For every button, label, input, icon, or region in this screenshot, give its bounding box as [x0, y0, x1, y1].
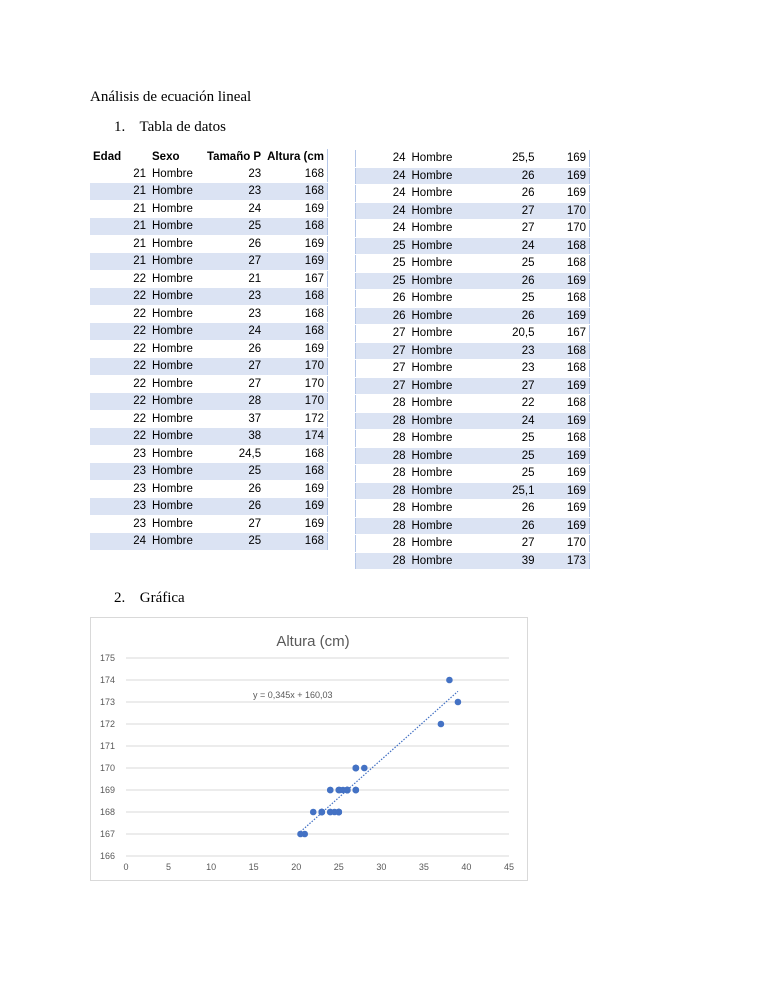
- cell-edad: 22: [90, 288, 149, 306]
- cell-sexo: Hombre: [409, 272, 464, 290]
- cell-edad: 27: [356, 360, 409, 378]
- cell-sexo: Hombre: [409, 412, 464, 430]
- data-table-right: [355, 150, 590, 570]
- cell-sexo: Hombre: [409, 220, 464, 238]
- cell-sexo: Hombre: [149, 480, 204, 498]
- cell-sexo: Hombre: [409, 430, 464, 448]
- cell-tamano: 26: [464, 167, 538, 185]
- table-row: [356, 412, 590, 430]
- cell-tamano: 25: [464, 430, 538, 448]
- cell-tamano: 20,5: [464, 325, 538, 343]
- cell-sexo: Hombre: [409, 465, 464, 483]
- table-row: [90, 410, 327, 428]
- data-point: [327, 809, 334, 816]
- cell-tamano: 25,5: [464, 150, 538, 167]
- table-row: [356, 465, 590, 483]
- cell-sexo: Hombre: [149, 428, 204, 446]
- cell-sexo: Hombre: [149, 218, 204, 236]
- cell-edad: 24: [356, 220, 409, 238]
- y-tick-label: 173: [99, 697, 115, 707]
- cell-tamano: 26: [204, 480, 264, 498]
- x-tick-label: 30: [376, 862, 387, 872]
- cell-tamano: 26: [464, 307, 538, 325]
- cell-sexo: Hombre: [149, 166, 204, 183]
- cell-sexo: Hombre: [409, 552, 464, 570]
- cell-sexo: Hombre: [149, 235, 204, 253]
- cell-altura: 169: [264, 498, 327, 516]
- cell-edad: 22: [90, 305, 149, 323]
- cell-tamano: 23: [464, 342, 538, 360]
- cell-altura: 169: [538, 167, 590, 185]
- cell-edad: 21: [90, 166, 149, 183]
- cell-altura: 169: [538, 272, 590, 290]
- table-row: [356, 307, 590, 325]
- cell-altura: 169: [538, 377, 590, 395]
- cell-tamano: 25: [204, 218, 264, 236]
- cell-tamano: 24,5: [204, 445, 264, 463]
- cell-altura: 168: [538, 360, 590, 378]
- cell-tamano: 27: [464, 377, 538, 395]
- cell-altura: 174: [264, 428, 327, 446]
- cell-tamano: 25: [204, 533, 264, 551]
- table-row: [90, 445, 327, 463]
- table-row: [356, 220, 590, 238]
- cell-edad: 23: [90, 445, 149, 463]
- table-row: [356, 430, 590, 448]
- cell-edad: 25: [356, 237, 409, 255]
- cell-tamano: 23: [204, 288, 264, 306]
- cell-edad: 28: [356, 447, 409, 465]
- cell-altura: 172: [264, 410, 327, 428]
- table-row: [90, 393, 327, 411]
- cell-edad: 28: [356, 395, 409, 413]
- cell-edad: 24: [90, 533, 149, 551]
- cell-sexo: Hombre: [149, 358, 204, 376]
- cell-tamano: 27: [204, 375, 264, 393]
- cell-altura: 170: [538, 535, 590, 553]
- cell-edad: 24: [356, 185, 409, 203]
- table-row: [90, 183, 327, 201]
- cell-altura: 168: [264, 305, 327, 323]
- table-row: [90, 498, 327, 516]
- table-row: [90, 533, 327, 551]
- data-point: [353, 765, 360, 772]
- cell-sexo: Hombre: [409, 500, 464, 518]
- cell-edad: 21: [90, 183, 149, 201]
- cell-tamano: 37: [204, 410, 264, 428]
- section-2-number: 2.: [114, 590, 126, 606]
- cell-sexo: Hombre: [409, 202, 464, 220]
- cell-tamano: 23: [204, 305, 264, 323]
- cell-sexo: Hombre: [409, 237, 464, 255]
- cell-altura: 167: [538, 325, 590, 343]
- table-row: [356, 255, 590, 273]
- cell-edad: 23: [90, 515, 149, 533]
- cell-edad: 27: [356, 377, 409, 395]
- cell-sexo: Hombre: [409, 377, 464, 395]
- cell-edad: 21: [90, 218, 149, 236]
- cell-edad: 21: [90, 235, 149, 253]
- cell-sexo: Hombre: [409, 255, 464, 273]
- cell-sexo: Hombre: [149, 463, 204, 481]
- cell-edad: 22: [90, 340, 149, 358]
- trendline-equation: y = 0,345x + 160,03: [253, 690, 333, 700]
- table-row: [90, 428, 327, 446]
- table-row: [356, 237, 590, 255]
- cell-tamano: 27: [464, 535, 538, 553]
- cell-sexo: Hombre: [149, 533, 204, 551]
- chart-svg: [91, 618, 527, 880]
- cell-altura: 168: [264, 288, 327, 306]
- cell-sexo: Hombre: [409, 167, 464, 185]
- table-row: [356, 482, 590, 500]
- cell-sexo: Hombre: [149, 253, 204, 271]
- cell-altura: 168: [264, 218, 327, 236]
- cell-altura: 169: [538, 517, 590, 535]
- y-tick-label: 168: [99, 807, 115, 817]
- cell-altura: 170: [264, 358, 327, 376]
- table-row: [90, 463, 327, 481]
- cell-sexo: Hombre: [149, 305, 204, 323]
- table-row: [90, 323, 327, 341]
- cell-edad: 22: [90, 375, 149, 393]
- cell-sexo: Hombre: [409, 482, 464, 500]
- cell-edad: 22: [90, 323, 149, 341]
- cell-edad: 28: [356, 430, 409, 448]
- cell-sexo: Hombre: [149, 323, 204, 341]
- table-row: [90, 340, 327, 358]
- y-tick-label: 175: [99, 653, 115, 663]
- cell-tamano: 25: [464, 447, 538, 465]
- cell-edad: 28: [356, 535, 409, 553]
- section-2: [114, 590, 185, 607]
- cell-tamano: 28: [204, 393, 264, 411]
- y-tick-label: 170: [99, 763, 115, 773]
- table-row: [356, 517, 590, 535]
- cell-altura: 173: [538, 552, 590, 570]
- data-point: [344, 787, 351, 794]
- cell-edad: 26: [356, 290, 409, 308]
- x-tick-label: 35: [418, 862, 429, 872]
- cell-edad: 21: [90, 200, 149, 218]
- cell-edad: 22: [90, 358, 149, 376]
- cell-altura: 168: [264, 323, 327, 341]
- cell-tamano: 21: [204, 270, 264, 288]
- cell-edad: 28: [356, 465, 409, 483]
- table-row: [90, 305, 327, 323]
- y-tick-label: 167: [99, 829, 115, 839]
- data-point: [297, 831, 304, 838]
- table-row: [356, 447, 590, 465]
- cell-tamano: 22: [464, 395, 538, 413]
- y-tick-label: 169: [99, 785, 115, 795]
- cell-edad: 28: [356, 500, 409, 518]
- cell-tamano: 26: [464, 272, 538, 290]
- cell-tamano: 23: [464, 360, 538, 378]
- cell-tamano: 24: [204, 323, 264, 341]
- section-1-title: Tabla de datos: [139, 119, 226, 135]
- cell-sexo: Hombre: [149, 288, 204, 306]
- cell-edad: 23: [90, 480, 149, 498]
- cell-altura: 168: [538, 237, 590, 255]
- data-point: [327, 787, 334, 794]
- cell-sexo: Hombre: [409, 307, 464, 325]
- section-2-title: Gráfica: [139, 590, 185, 606]
- x-tick-label: 15: [248, 862, 259, 872]
- cell-sexo: Hombre: [409, 395, 464, 413]
- cell-altura: 169: [538, 412, 590, 430]
- table-row: [356, 150, 590, 167]
- cell-sexo: Hombre: [149, 515, 204, 533]
- cell-altura: 169: [264, 253, 327, 271]
- table-row: [356, 395, 590, 413]
- cell-edad: 28: [356, 412, 409, 430]
- cell-altura: 169: [264, 235, 327, 253]
- cell-sexo: Hombre: [409, 535, 464, 553]
- cell-edad: 24: [356, 167, 409, 185]
- cell-sexo: Hombre: [409, 290, 464, 308]
- x-tick-label: 0: [123, 862, 129, 872]
- cell-tamano: 38: [204, 428, 264, 446]
- table-row: [90, 235, 327, 253]
- cell-altura: 170: [264, 393, 327, 411]
- x-tick-label: 40: [461, 862, 472, 872]
- x-tick-label: 10: [206, 862, 217, 872]
- cell-sexo: Hombre: [149, 375, 204, 393]
- table-row: [90, 515, 327, 533]
- cell-altura: 168: [264, 445, 327, 463]
- cell-tamano: 26: [204, 340, 264, 358]
- table-row: [90, 166, 327, 183]
- cell-sexo: Hombre: [149, 410, 204, 428]
- table-row: [356, 290, 590, 308]
- cell-altura: 169: [264, 340, 327, 358]
- cell-sexo: Hombre: [409, 185, 464, 203]
- cell-tamano: 26: [204, 498, 264, 516]
- cell-edad: 23: [90, 498, 149, 516]
- cell-edad: 24: [356, 150, 409, 167]
- table-row: [90, 270, 327, 288]
- cell-tamano: 27: [464, 202, 538, 220]
- cell-tamano: 24: [464, 237, 538, 255]
- cell-altura: 169: [538, 482, 590, 500]
- x-tick-label: 45: [503, 862, 515, 872]
- cell-tamano: 25: [464, 290, 538, 308]
- section-1: [114, 119, 226, 136]
- cell-sexo: Hombre: [149, 393, 204, 411]
- cell-edad: 27: [356, 325, 409, 343]
- data-point: [446, 677, 453, 684]
- cell-altura: 168: [264, 533, 327, 551]
- cell-altura: 168: [264, 166, 327, 183]
- cell-altura: 169: [264, 515, 327, 533]
- section-1-number: 1.: [114, 119, 126, 135]
- x-tick-label: 5: [166, 862, 172, 872]
- cell-edad: 22: [90, 393, 149, 411]
- data-table-left: [90, 149, 328, 551]
- cell-altura: 168: [538, 430, 590, 448]
- cell-tamano: 39: [464, 552, 538, 570]
- cell-edad: 26: [356, 307, 409, 325]
- cell-sexo: Hombre: [149, 270, 204, 288]
- table-row: [90, 288, 327, 306]
- cell-edad: 28: [356, 482, 409, 500]
- cell-tamano: 24: [204, 200, 264, 218]
- table-row: [90, 200, 327, 218]
- data-point: [353, 787, 360, 794]
- cell-altura: 169: [538, 307, 590, 325]
- table-row: [356, 360, 590, 378]
- cell-edad: 22: [90, 410, 149, 428]
- cell-sexo: Hombre: [409, 447, 464, 465]
- cell-edad: 22: [90, 428, 149, 446]
- cell-tamano: 27: [204, 358, 264, 376]
- cell-tamano: 26: [204, 235, 264, 253]
- data-point: [361, 765, 368, 772]
- cell-tamano: 27: [204, 253, 264, 271]
- cell-altura: 168: [538, 255, 590, 273]
- cell-altura: 168: [538, 342, 590, 360]
- cell-altura: 168: [264, 183, 327, 201]
- cell-sexo: Hombre: [409, 325, 464, 343]
- cell-tamano: 25: [464, 255, 538, 273]
- y-tick-label: 172: [99, 719, 115, 729]
- cell-edad: 27: [356, 342, 409, 360]
- table-row: [356, 377, 590, 395]
- cell-tamano: 27: [204, 515, 264, 533]
- table-row: [356, 185, 590, 203]
- cell-altura: 169: [264, 480, 327, 498]
- cell-altura: 168: [264, 463, 327, 481]
- table-row: [90, 480, 327, 498]
- cell-edad: 22: [90, 270, 149, 288]
- cell-edad: 25: [356, 255, 409, 273]
- cell-tamano: 23: [204, 166, 264, 183]
- cell-altura: 169: [538, 185, 590, 203]
- cell-altura: 169: [538, 500, 590, 518]
- data-point: [336, 787, 343, 794]
- cell-altura: 169: [264, 200, 327, 218]
- cell-sexo: Hombre: [409, 342, 464, 360]
- data-point: [438, 721, 445, 728]
- cell-sexo: Hombre: [409, 360, 464, 378]
- cell-edad: 24: [356, 202, 409, 220]
- x-tick-label: 25: [333, 862, 344, 872]
- table-row: [90, 218, 327, 236]
- cell-sexo: Hombre: [149, 183, 204, 201]
- table-row: [90, 358, 327, 376]
- scatter-chart: [90, 617, 528, 881]
- cell-tamano: 26: [464, 517, 538, 535]
- data-point: [310, 809, 317, 816]
- cell-sexo: Hombre: [409, 517, 464, 535]
- table-row: [90, 253, 327, 271]
- cell-altura: 168: [538, 395, 590, 413]
- cell-altura: 169: [538, 150, 590, 167]
- y-tick-label: 166: [99, 851, 115, 861]
- cell-edad: 21: [90, 253, 149, 271]
- cell-altura: 170: [538, 202, 590, 220]
- document-heading: Análisis de ecuación lineal: [90, 89, 252, 105]
- header-sexo: Sexo: [149, 149, 204, 166]
- cell-tamano: 25,1: [464, 482, 538, 500]
- table-row: [356, 167, 590, 185]
- cell-tamano: 25: [464, 465, 538, 483]
- cell-edad: 28: [356, 517, 409, 535]
- cell-tamano: 26: [464, 185, 538, 203]
- cell-altura: 169: [538, 465, 590, 483]
- table-row: [356, 325, 590, 343]
- cell-altura: 167: [264, 270, 327, 288]
- cell-edad: 28: [356, 552, 409, 570]
- table-row: [356, 202, 590, 220]
- cell-altura: 170: [538, 220, 590, 238]
- table-row: [356, 342, 590, 360]
- cell-sexo: Hombre: [409, 150, 464, 167]
- table-row: [90, 375, 327, 393]
- data-point: [318, 809, 325, 816]
- header-tamano: Tamaño P: [204, 149, 264, 166]
- cell-tamano: 27: [464, 220, 538, 238]
- data-point: [455, 699, 462, 706]
- table-row: [356, 535, 590, 553]
- chart-title: Altura (cm): [276, 633, 350, 650]
- table-row: [356, 500, 590, 518]
- table-row: [356, 272, 590, 290]
- x-tick-label: 20: [291, 862, 302, 872]
- cell-tamano: 23: [204, 183, 264, 201]
- cell-sexo: Hombre: [149, 340, 204, 358]
- cell-sexo: Hombre: [149, 445, 204, 463]
- cell-tamano: 26: [464, 500, 538, 518]
- cell-tamano: 24: [464, 412, 538, 430]
- cell-edad: 23: [90, 463, 149, 481]
- header-edad: Edad: [90, 149, 149, 166]
- cell-tamano: 25: [204, 463, 264, 481]
- table-row: [356, 552, 590, 570]
- header-altura: Altura (cm: [264, 149, 327, 166]
- cell-edad: 25: [356, 272, 409, 290]
- cell-altura: 170: [264, 375, 327, 393]
- y-tick-label: 174: [99, 675, 115, 685]
- cell-sexo: Hombre: [149, 200, 204, 218]
- cell-altura: 168: [538, 290, 590, 308]
- cell-sexo: Hombre: [149, 498, 204, 516]
- y-tick-label: 171: [99, 741, 115, 751]
- data-point: [335, 809, 342, 816]
- cell-altura: 169: [538, 447, 590, 465]
